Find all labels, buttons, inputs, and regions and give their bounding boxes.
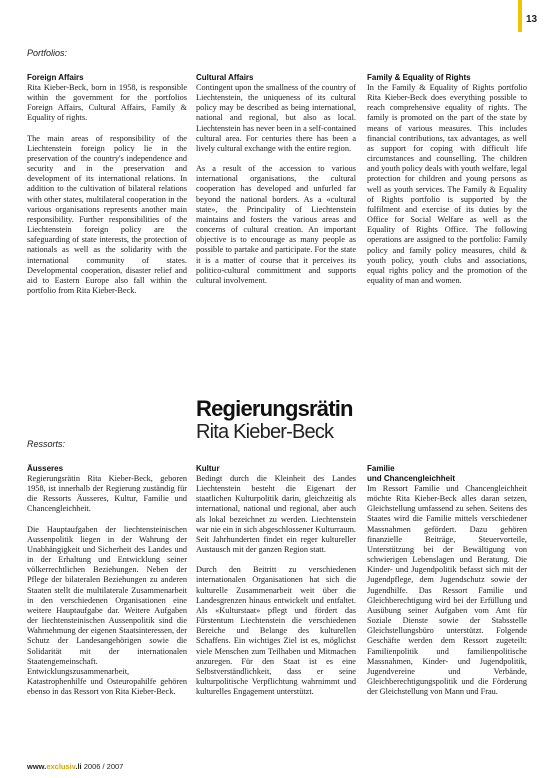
heading-familie: Familie und Chancengleichheit — [367, 464, 456, 483]
paragraph: Contingent upon the smallness of the country of Liechtenstein, the uniqueness of its cultural policy may be described as being international, national and regional, but also as local. Liechtenstein has never been in a self-contained cultural area. For centuries there has been a lively cultural exchange with the entire region. — [196, 83, 356, 153]
page-number: 13 — [526, 14, 538, 25]
paragraph: Durch den Beitritt zu verschiedenen internationalen Organisationen hat sich die kulturelle Zusammenarbeit weit über die Landesgrenzen hinaus entwickelt und entfaltet. Als «Kulturstaat» pflegt und fördert das Fürstentum Liechtenstein die verschiedenen Bereiche und Belange des kulturellen Schaffens. Ein wichtiges Ziel ist es, möglichst viele Menschen zum Teilhaben und Mitmachen anzuregen. Für den Staat ist es eine Selbstverständlichkeit, dass er seine kulturpolitische Verpflichtung wahrnimmt und kulturelles Engagement unterstützt. — [196, 565, 356, 697]
paragraph: Im Ressort Familie und Chancengleichheit möchte Rita Kieber-Beck alles daran setzen, Gleichstellung umfassend zu sehen. Seitens des Staates wird die Familie mittels verschiedener Massnahmen gefördert. Dazu gehören finanzielle Beiträge, Steuervorteile, Unterstützung bei der Bewältigung von schwierigen Lebenslagen und Beratung. Die Kinder- und Jugendpolitik befasst sich mit der Jugendpflege, dem Jugendschutz sowie der Jugendhilfe. Das Ressort Familie und Gleichberechtigung wird bei der Erfüllung und Ausübung seiner Aufgaben vom Amt für Soziale Dienste sowie der Stabsstelle Gleichstellungsbüro unterstützt. Folgende Geschäfte werden dem Ressort zugeteilt: Familienpolitik und familienpolitische Massnahmen, Kinder- und Jugendpolitik, Jugendvereine und Verbände, Gleichberechtigungspolitik und die Förderung der Gleichstellung von Mann und Frau. — [367, 484, 527, 697]
heading-kultur: Kultur — [196, 464, 220, 473]
column-cultural-affairs — [196, 73, 356, 296]
page-subtitle: Rita Kieber-Beck — [196, 421, 334, 443]
ressorts-label: Ressorts: — [27, 439, 66, 449]
footer-url[interactable] — [27, 762, 82, 771]
column-aeusseres — [27, 464, 187, 707]
paragraph: Rita Kieber-Beck, born in 1958, is responsible within the government for the portfolios Foreign Affairs, Cultural Affairs, Family & Equality of rights. — [27, 83, 187, 123]
paragraph: Die Hauptaufgaben der liechtensteinischen Aussenpolitik liegen in der Wahrung der Unabhängigkeit und Sicherheit des Landes und in der Erhaltung und Entwicklung seiner völkerrechtlichen Beziehungen. Neben der Pflege der bilateralen Beziehungen zu anderen Staaten stellt die multilaterale Zusammenarbeit in den verschiedenen Organisationen eine weitere Hauptaufgabe dar. Weitere Aufgaben der liechtensteinischen Aussenpolitik sind die Wahrnehmung der eigenen Staatsinteressen, der Schutz der Landesangehörigen sowie die Solidarität mit der internationalen Staatengemeinschaft. Entwicklungszusammenarbeit, Katastrophenhilfe und Osteuropahilfe gehören ebenso in das Ressort von Rita Kieber-Beck. — [27, 524, 187, 697]
column-foreign-affairs — [27, 73, 187, 306]
column-kultur — [196, 464, 356, 707]
page-accent-bar — [518, 0, 522, 32]
paragraph: As a result of the accession to various international organisations, the cultural cooperation has developed and unfurled far beyond the national borders. As a «cultural state», the Principality of Liechtenstein maintains and fosters the various areas and concerns of cultural creation. An important objective is to encourage as many people as possible to partake and participate. For the state it is a matter of course that it perceives its politico-cultural committment and supports cultural involvement. — [196, 164, 356, 285]
footer-year: 2006 / 2007 — [83, 762, 124, 771]
title-block — [196, 397, 353, 443]
paragraph: In the Family & Equality of Rights portfolio Rita Kieber-Beck does everything possible to reach comprehensive equality of rights. The family is promoted on the part of the state by means of various measures. This includes financial contributions, tax advantages, as well as support for coping with difficult life circumstances and counselling. The children and youth policy deals with youth welfare, legal protection for children and young persons as well as youth services. The Family & Equality of Rights portfolio is supported by the fulfilment and exercise of its duties by the Office for Social Welfare as well as the Equality of Rights Office. The following operations are assigned to the portfolio: Family policy and family policy measures, child & youth policy, youth clubs and associations, equal rights policy and the promotion of the equality of man and women. — [367, 83, 527, 285]
portfolios-label: Portfolios: — [27, 48, 68, 58]
heading-cultural-affairs: Cultural Affairs — [196, 73, 254, 82]
footer-url-suffix: .li — [75, 762, 82, 771]
column-family-equality — [367, 73, 527, 296]
paragraph: Regierungsrätin Rita Kieber-Beck, geboren 1958, ist innerhalb der Regierung zuständig für die Ressorts Äusseres, Kultur, Familie und Chancengleichheit. — [27, 474, 187, 514]
paragraph: Bedingt durch die Kleinheit des Landes Liechtenstein besteht die Eigenart der staatlichen Kulturpolitik darin, gleichzeitig als international, national und regional, aber auch als lokal bezeichnet zu werden. Liechtenstein war nie ein in sich abgeschlossener Kulturraum. Seit Jahrhunderten findet ein reger kultureller Austausch mit der ganzen Region statt. — [196, 474, 356, 555]
page-number-box — [518, 0, 550, 32]
heading-aeusseres: Äusseres — [27, 464, 64, 473]
footer-url-prefix: www. — [27, 762, 47, 771]
footer — [27, 762, 123, 771]
page-title: Regierungsrätin — [196, 396, 353, 421]
footer-url-accent: exclusiv — [46, 762, 76, 771]
heading-foreign-affairs: Foreign Affairs — [27, 73, 84, 82]
paragraph: The main areas of responsibility of the Liechtenstein foreign policy lie in the preservation of the country's independence and security and in the preservation and development of its international relations. In addition to the cultivation of bilateral relations with other states, multilateral cooperation in the various organisations represents another main responsibility. Further responsibilities of the Liechtenstein foreign policy are the safeguarding of state interests, the protection of nationals as well as the solidarity with the international community of states. Developmental cooperation, disaster relief and aid to Eastern Europe also fall within the portfolio from Rita Kieber-Beck. — [27, 133, 187, 295]
heading-family-equality: Family & Equality of Rights — [367, 73, 471, 82]
column-familie — [367, 464, 527, 707]
